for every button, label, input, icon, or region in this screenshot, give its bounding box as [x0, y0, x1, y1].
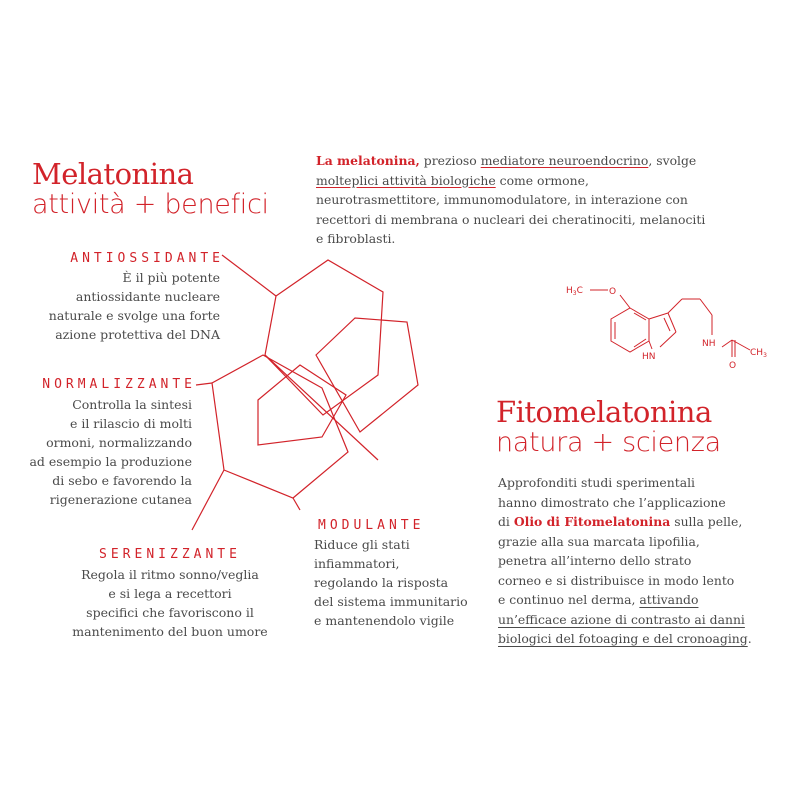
text-antiossidante [40, 268, 220, 344]
fitomelatonina-text [498, 473, 798, 649]
fito-line-6: corneo e si distribuisce in modo lento [498, 572, 735, 588]
fito-line-9: biologici del fotoaging e del cronoaging. [498, 631, 752, 646]
normalizzante-line: rigenerazione cutanea [49, 492, 192, 507]
fito-line-5: penetra all’interno dello strato [498, 553, 692, 568]
intro-link-attivita[interactable]: molteplici attività biologiche [316, 172, 496, 188]
normalizzante-line: Controlla la sintesi [72, 397, 192, 412]
modulante-line: del sistema immunitario [314, 594, 468, 609]
modulante-line: infiammatori, [314, 556, 400, 571]
text-serenizzante [55, 565, 285, 641]
fito-line-4: grazie alla sua marcata lipofilia, [498, 533, 700, 549]
serenizzante-line: mantenimento del buon umore [72, 624, 268, 639]
melatonina-intro [316, 151, 716, 249]
antiossidante-line: naturale e svolge una forte [48, 308, 220, 323]
intro-text-2: , svolge [648, 153, 697, 168]
antiossidante-line: azione protettiva del DNA [55, 327, 220, 342]
fitomelatonina-title: Fitomelatonina [496, 395, 712, 429]
fito-line-8: un’efficace azione di contrasto ai danni [498, 611, 745, 627]
text-modulante [314, 535, 484, 630]
text-normalizzante [20, 395, 192, 509]
molecule-o: O [609, 287, 617, 297]
molecule-hn: HN [642, 352, 656, 362]
normalizzante-line: e il rilascio di molti [69, 416, 192, 431]
antiossidante-line: È il più potente [122, 270, 220, 285]
normalizzante-line: ad esempio la produzione [29, 454, 192, 469]
label-serenizzante: SERENIZZANTE [99, 547, 241, 562]
fito-line-3: di Olio di Fitomelatonina sulla pelle, [498, 514, 743, 529]
melatonin-molecule [560, 275, 780, 385]
label-normalizzante: NORMALIZZANTE [42, 377, 196, 392]
molecule-ch3: $CH_3$ [750, 348, 767, 359]
melatonina-title: Melatonina [32, 157, 194, 191]
normalizzante-line: di sebo e favorendo la [52, 473, 192, 488]
molecule-o2: O [729, 361, 737, 371]
fito-line-1: Approfonditi studi sperimentali [498, 475, 696, 490]
fito-product-name: Olio di Fitomelatonina [513, 514, 671, 529]
molecule-nh: NH [702, 339, 716, 349]
fitomelatonina-heading [496, 396, 786, 458]
label-antiossidante: ANTIOSSIDANTE [70, 251, 224, 266]
molecule-h3c: $H_3C$ [566, 286, 583, 297]
right-pentagon [316, 318, 418, 432]
antiossidante-line: antiossidante nucleare [75, 289, 220, 304]
serenizzante-line: specifici che favoriscono il [86, 605, 254, 620]
modulante-line: e mantenendolo vigile [314, 613, 455, 628]
melatonina-subtitle: attività + benefici [32, 189, 269, 220]
melatonina-heading [32, 158, 312, 220]
fito-line-2: hanno dimostrato che l’applicazione [498, 494, 726, 510]
intro-text-1: prezioso [419, 153, 481, 168]
normalizzante-line: ormoni, normalizzando [46, 435, 192, 450]
intro-bold: La melatonina, [316, 153, 420, 168]
modulante-line: Riduce gli stati [314, 537, 410, 552]
modulante-line: regolando la risposta [314, 575, 449, 590]
intro-text-3: come ormone, neurotrasmettitore, immunomodulatore, in interazione con recettori di membrana o nucleari dei cheratinociti, melanociti e fibroblasti. [316, 172, 706, 246]
label-modulante: MODULANTE [318, 518, 425, 533]
fito-line-7: e continuo nel derma, attivando [498, 592, 699, 607]
intro-link-neuroendocrino[interactable]: mediatore neuroendocrino [480, 153, 649, 168]
serenizzante-line: Regola il ritmo sonno/veglia [81, 567, 259, 582]
serenizzante-line: e si lega a recettori [108, 586, 232, 601]
fitomelatonina-subtitle: natura + scienza [496, 427, 721, 458]
